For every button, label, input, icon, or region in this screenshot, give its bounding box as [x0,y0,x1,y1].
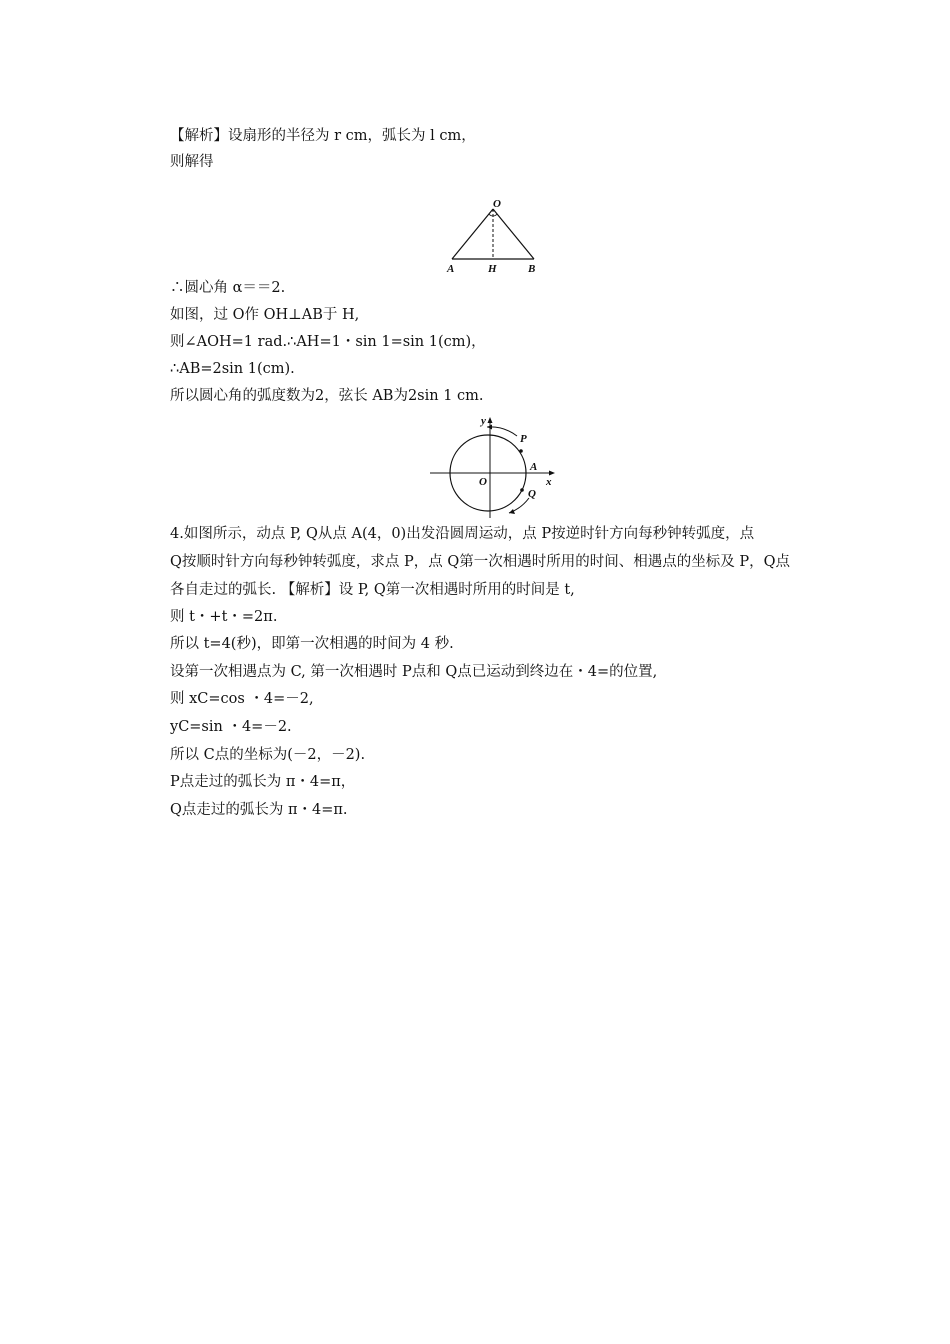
label-h: H [488,263,497,275]
line-10: 各自走过的弧长. 【解析】设 P, Q第一次相遇时所用的时间是 t, [170,582,575,598]
label-b: B [528,263,536,275]
line-14: 则 xC=cos ・4=－2, [170,691,314,707]
line-18: Q点走过的弧长为 π・4=π. [170,802,348,818]
line-7: 所以圆心角的弧度数为2，弦长 AB为2sin 1 cm. [170,388,484,404]
y-arrow [488,417,493,423]
label-o: O [479,476,487,488]
line-12: 所以 t=4(秒)，即第一次相遇的时间为 4 秒. [170,636,454,652]
x-arrow [549,471,555,476]
line-9: Q按顺时针方向每秒钟转弧度，求点 P，点 Q第一次相遇时所用的时间、相遇点的坐标及 P，Q点 [170,554,790,570]
label-x: x [546,476,552,488]
line-6: ∴AB=2sin 1(cm). [170,361,295,377]
side-ob [493,209,534,259]
label-q: Q [528,488,536,500]
triangle-figure [440,196,550,276]
line-5: 则∠AOH=1 rad.∴AH=1・sin 1=sin 1(cm)， [170,334,486,350]
line-11: 则 t・+t・=2π. [170,609,278,625]
line-17: P点走过的弧长为 π・4=π， [170,774,356,790]
line-4: 如图，过 O作 OH⊥AB于 H, [170,307,360,323]
arrow-head-q [509,509,515,514]
label-o: O [493,198,501,210]
point-p [519,449,523,453]
line-13: 设第一次相遇点为 C, 第一次相遇时 P点和 Q点已运动到终边在・4=的位置, [170,664,658,680]
line-8: 4.如图所示，动点 P, Q从点 A(4，0)出发沿圆周运动，点 P按逆时针方向每秒钟转弧度，点 [170,526,755,542]
line-2: 则解得 [170,154,214,170]
label-p: P [520,433,527,445]
circle-figure [425,410,565,522]
label-a: A [530,461,538,473]
line-3: ∴圆心角 α＝＝2. [170,280,286,296]
side-oa [452,209,493,259]
line-1: 【解析】设扇形的半径为 r cm，弧长为 l cm， [170,128,476,144]
label-y: y [481,415,486,427]
line-15: yC=sin ・4=－2. [170,719,292,735]
point-q [520,488,524,492]
label-a: A [447,263,455,275]
line-16: 所以 C点的坐标为(－2，－2). [170,747,366,763]
